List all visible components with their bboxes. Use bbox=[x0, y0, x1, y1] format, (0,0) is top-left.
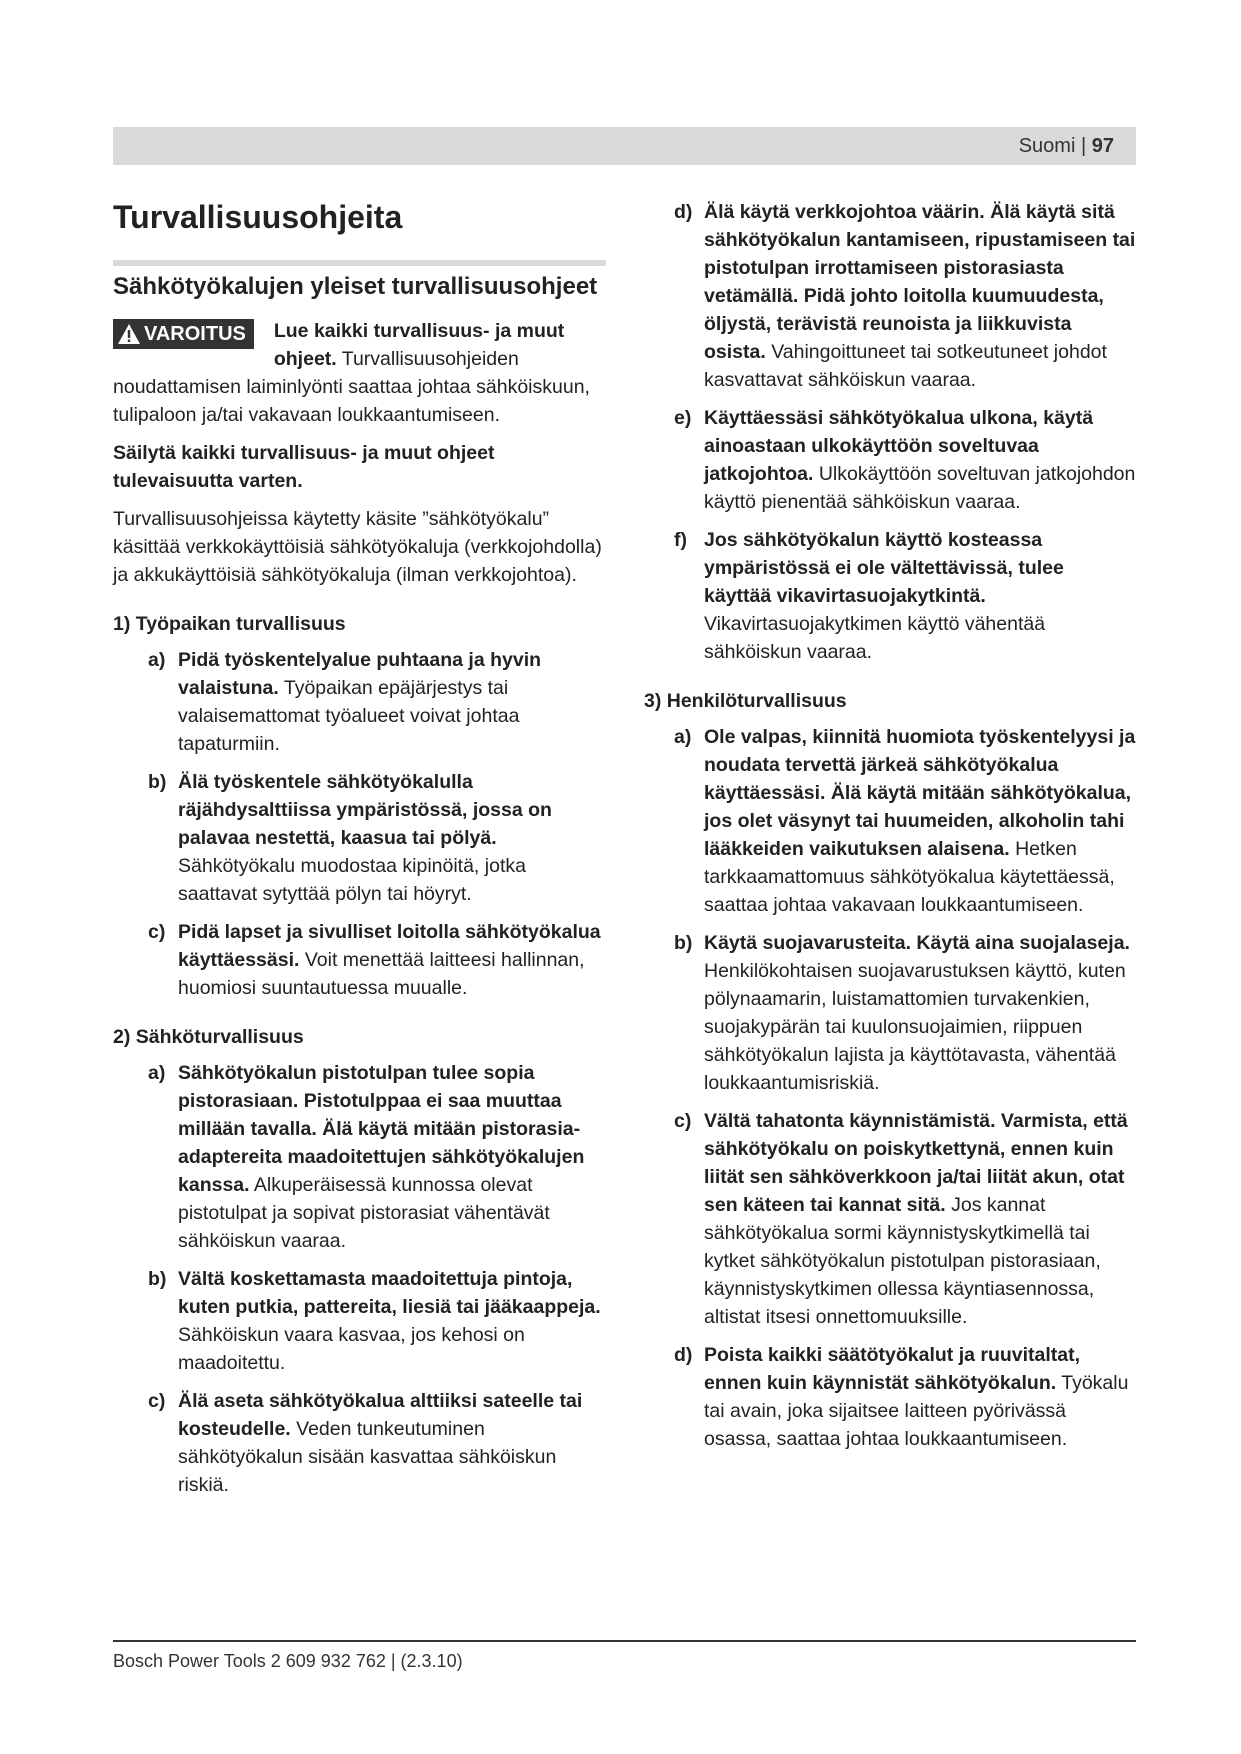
list-item: c) Pidä lapset ja sivulliset loitolla sähkötyökalua käyttäessäsi. Voit menettää laitteesi hallinnan, huomiosi suuntautuessa muualle. bbox=[148, 921, 601, 1000]
warning-label: VAROITUS bbox=[144, 322, 246, 345]
section-heading-electrical: 2) Sähköturvallisuus bbox=[113, 1026, 304, 1049]
warning-text: Lue kaikki turvallisuus- ja muut ohjeet. Turvallisuusohjeiden noudattamisen laiminlyönti saattaa johtaa sähköiskuun, tulipaloon ja/tai vakavaan loukkaantumiseen. bbox=[113, 320, 590, 427]
list-item: a) Sähkötyökalun pistotulpan tulee sopia pistorasiaan. Pistotulppaa ei saa muuttaa millään tavalla. Älä käytä mitään pistorasia-adaptereita maadoitettujen sähkötyökalujen kanssa. Alkuperäisessä kunnossa olevat pistotulpat ja sopivat pistorasiat vähentävät sähköiskun vaaraa. bbox=[148, 1062, 585, 1253]
section-heading-work-area: 1) Työpaikan turvallisuus bbox=[113, 613, 346, 636]
section-divider bbox=[113, 260, 606, 266]
page-number: 97 bbox=[1091, 135, 1114, 157]
page-header bbox=[113, 127, 1136, 165]
language-label: Suomi bbox=[1018, 135, 1076, 157]
warning-block bbox=[113, 317, 606, 429]
left-column bbox=[113, 198, 606, 1509]
header-separator: | bbox=[1080, 135, 1087, 157]
list-item: c) Vältä tahatonta käynnistämistä. Varmista, että sähkötyökalu on poiskytkettynä, ennen kuin liität sen sähköverkkoon ja/tai liität akun, otat sen käteen tai kannat sitä. Jos kannat sähkötyökalua sormi käynnistyskytkimellä tai kytket sähkötyökalun pistotulpan pistorasiaan, käynnistyskytkimen ollessa käyntiasennossa, altistat itsesi onnettomuuksille. bbox=[674, 1110, 1128, 1328]
keep-instructions: Säilytä kaikki turvallisuus- ja muut ohjeet tulevaisuutta varten. bbox=[113, 442, 495, 493]
page-title: Turvallisuusohjeita bbox=[113, 199, 403, 235]
section-subtitle: Sähkötyökalujen yleiset turvallisuusohjeet bbox=[113, 273, 598, 301]
footer-divider bbox=[113, 1640, 1136, 1642]
section-heading-personal: 3) Henkilöturvallisuus bbox=[644, 690, 847, 712]
list-item: e) Käyttäessäsi sähkötyökalua ulkona, käytä ainoastaan ulkokäyttöön soveltuvaa jatkojohtoa. Ulkokäyttöön soveltuvan jatkojohdon käyttö pienentää sähköiskun vaaraa. bbox=[674, 407, 1136, 513]
warning-badge bbox=[113, 319, 254, 349]
footer-text: Bosch Power Tools 2 609 932 762 | (2.3.10) bbox=[113, 1651, 463, 1671]
list-item: d) Poista kaikki säätötyökalut ja ruuvitaltat, ennen kuin käynnistät sähkötyökalun. Työkalu tai avain, joka sijaitsee laitteen pyörivässä osassa, saattaa johtaa loukkaantumiseen. bbox=[674, 1344, 1129, 1450]
list-item: f) Jos sähkötyökalun käyttö kosteassa ympäristössä ei ole vältettävissä, tulee käyttää vikavirtasuojakytkintä. Vikavirtasuojakytkimen käyttö vähentää sähköiskun vaaraa. bbox=[674, 529, 1064, 663]
page-header-text bbox=[1019, 135, 1114, 158]
list-item: c) Älä aseta sähkötyökalua alttiiksi sateelle tai kosteudelle. Veden tunkeutuminen sähkötyökalun sisään kasvattaa sähköiskun riskiä. bbox=[148, 1390, 583, 1497]
right-column bbox=[644, 198, 1136, 1463]
list-item: a) Ole valpas, kiinnitä huomiota työskentelyysi ja noudata tervettä järkeä sähkötyökalua käyttäessäsi. Älä käytä mitään sähkötyökalua, jos olet väsynyt tai huumeiden, alkoholin tahi lääkkeiden vaikutuksen alaisena. Hetken tarkkaamattomuus sähkötyökalua käytettäessä, saattaa johtaa vakavaan loukkaantumiseen. bbox=[674, 726, 1136, 916]
definition-text: Turvallisuusohjeissa käytetty käsite ”sähkötyökalu” käsittää verkkokäyttöisiä sähkötyökaluja (verkkojohdolla) ja akkukäyttöisiä sähkötyökaluja (ilman verkkojohtoa). bbox=[113, 508, 602, 587]
list-item: a) Pidä työskentelyalue puhtaana ja hyvin valaistuna. Työpaikan epäjärjestys tai valaisemattomat työalueet voivat johtaa tapaturmiin. bbox=[148, 649, 542, 756]
warning-triangle-icon bbox=[117, 323, 141, 345]
list-item: d) Älä käytä verkkojohtoa väärin. Älä käytä sitä sähkötyökalun kantamiseen, ripustamiseen tai pistotulpan irrottamiseen pistorasiasta vetämällä. Pidä johto loitolla kuumuudesta, öljystä, terävistä reunoista ja liikkuvista osista. Vahingoittuneet tai sotkeutuneet johdot kasvattavat sähköiskun vaaraa. bbox=[674, 201, 1136, 391]
list-item: b) Vältä koskettamasta maadoitettuja pintoja, kuten putkia, pattereita, liesiä tai jääkaappeja. Sähköiskun vaara kasvaa, jos kehosi on maadoitettu. bbox=[148, 1268, 601, 1375]
list-item: b) Älä työskentele sähkötyökalulla räjähdysalttiissa ympäristössä, jossa on palavaa nestettä, kaasua tai pölyä. Sähkötyökalu muodostaa kipinöitä, jotka saattavat sytyttää pölyn tai höyryt. bbox=[148, 771, 552, 906]
list-item: b) Käytä suojavarusteita. Käytä aina suojalaseja. Henkilökohtaisen suojavarustuksen käyttö, kuten pölynaamarin, luistamattomien turvakenkien, suojakypärän tai kuulonsuojaimien, riippuen sähkötyökalun lajista ja käyttötavasta, vähentää loukkaantumisriskiä. bbox=[674, 932, 1130, 1094]
